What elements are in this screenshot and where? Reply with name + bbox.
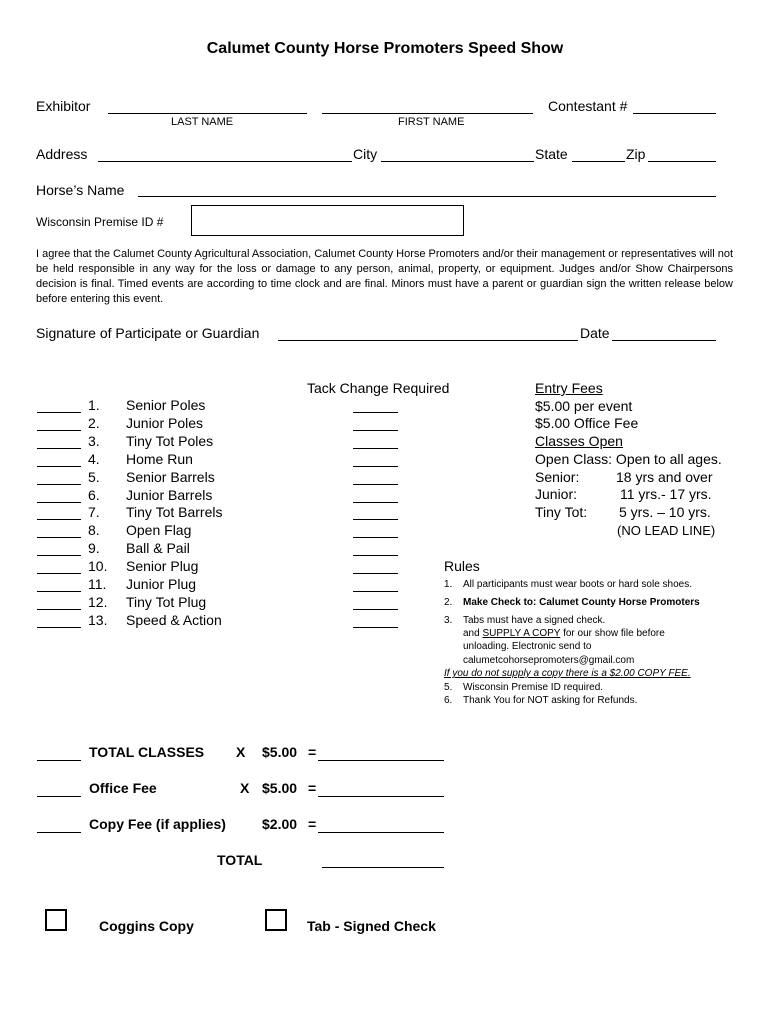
tack-change-blank[interactable] [353, 555, 398, 556]
class-name: Open Flag [126, 522, 192, 539]
tack-change-blank[interactable] [353, 502, 398, 503]
address-label: Address [36, 146, 88, 162]
office-fee-amount-field[interactable] [318, 796, 444, 797]
class-entry-blank[interactable] [37, 627, 81, 628]
form-title: Calumet County Horse Promoters Speed Show [206, 40, 564, 57]
class-number: 7. [88, 504, 100, 521]
copy-fee-amount-field[interactable] [318, 832, 444, 833]
total-classes-count-field[interactable] [37, 760, 81, 761]
class-entry-blank[interactable] [37, 502, 81, 503]
class-number: 3. [88, 432, 100, 449]
rule-6: Thank You for NOT asking for Refunds. [463, 695, 638, 706]
first-name-caption: FIRST NAME [398, 116, 465, 128]
class-name: Home Run [126, 450, 193, 467]
coggins-copy-label: Coggins Copy [99, 918, 194, 934]
class-name: Tiny Tot Barrels [126, 504, 223, 521]
tack-change-blank[interactable] [353, 609, 398, 610]
tack-change-header: Tack Change Required [307, 380, 450, 396]
city-field[interactable] [381, 161, 534, 162]
class-name: Tiny Tot Plug [126, 593, 207, 610]
class-number: 1. [88, 397, 100, 413]
contestant-number-field[interactable] [633, 113, 716, 114]
rule-5: Wisconsin Premise ID required. [463, 682, 604, 693]
exhibitor-label: Exhibitor [36, 98, 91, 114]
city-label: City [353, 146, 378, 162]
rule-1-number: 1. [444, 579, 453, 590]
rule-6-number: 6. [444, 695, 453, 706]
copy-fee-price: $2.00 [262, 816, 298, 832]
rule-1: All participants must wear boots or hard sole shoes. [463, 579, 692, 590]
class-number: 9. [88, 540, 100, 557]
tinytot-age-value: 5 yrs. – 10 yrs. [619, 504, 711, 520]
rule-2-number: 2. [444, 597, 453, 608]
liability-agreement: I agree that the Calumet County Agricultural Association, Calumet County Horse Promoters and/or their management or representatives will not be held responsible in any way for the loss or damage to any person, animal, property, or equipment. Judges and/or Show Chairpersons decision is final. Timed events are according to time clock and are final. Minors must have a parent or guardian sign the written release below before entering this event. [36, 248, 734, 305]
class-name: Senior Barrels [126, 468, 215, 485]
tab-signed-check-label: Tab - Signed Check [307, 918, 436, 934]
horse-name-label: Horse’s Name [36, 182, 125, 198]
tab-signed-check-checkbox[interactable] [265, 909, 287, 931]
equals-sign-3: = [308, 816, 317, 832]
class-entry-blank[interactable] [37, 537, 81, 538]
class-name: Junior Plug [126, 576, 197, 592]
equals-sign-2: = [308, 780, 317, 796]
class-number: 5. [88, 468, 100, 485]
class-number: 10. [88, 558, 108, 575]
date-field[interactable] [612, 340, 716, 341]
class-name: Senior Plug [126, 558, 199, 575]
grand-total-field[interactable] [322, 867, 444, 868]
class-entry-blank[interactable] [37, 591, 81, 592]
contestant-label: Contestant # [548, 98, 628, 114]
copy-fee-warning: If you do not supply a copy there is a $2.00 COPY FEE. [444, 668, 691, 679]
tack-change-blank[interactable] [353, 537, 398, 538]
class-number: 6. [88, 486, 100, 503]
tack-change-blank[interactable] [353, 430, 398, 431]
class-name: Junior Poles [126, 414, 204, 431]
copy-fee-count-field[interactable] [37, 832, 81, 833]
class-number: 12. [88, 593, 108, 610]
tinytot-age-label: Tiny Tot: [535, 504, 588, 520]
tack-change-blank[interactable] [353, 573, 398, 574]
class-name: Ball & Pail [126, 540, 190, 557]
horse-name-field[interactable] [138, 196, 716, 197]
office-fee-label: Office Fee [89, 780, 157, 796]
tack-change-blank[interactable] [353, 627, 398, 628]
class-entry-blank[interactable] [37, 609, 81, 610]
classes-open-header: Classes Open [535, 433, 623, 449]
class-name: Tiny Tot Poles [126, 432, 214, 449]
last-name-caption: LAST NAME [171, 116, 234, 128]
rule-3-line-2-post: for our show file before [560, 628, 665, 639]
open-class-text: Open Class: Open to all ages. [535, 451, 722, 467]
times-sign-1: X [236, 744, 246, 760]
tack-change-blank[interactable] [353, 448, 398, 449]
zip-label: Zip [626, 146, 646, 162]
class-entry-blank[interactable] [37, 555, 81, 556]
tack-change-blank[interactable] [353, 466, 398, 467]
address-field[interactable] [98, 161, 352, 162]
class-entry-blank[interactable] [37, 448, 81, 449]
junior-age-value: 11 yrs.- 17 yrs. [620, 486, 712, 502]
total-classes-amount-field[interactable] [318, 760, 444, 761]
office-fee-count-field[interactable] [37, 796, 81, 797]
class-name: Senior Poles [126, 397, 206, 413]
rule-3-number: 3. [444, 615, 453, 626]
class-entry-blank[interactable] [37, 519, 81, 520]
state-label: State [535, 146, 568, 162]
equals-sign-1: = [308, 744, 317, 760]
rule-3-supply-copy: SUPPLY A COPY [482, 628, 561, 639]
signature-label: Signature of Participate or Guardian [36, 325, 260, 341]
tack-change-blank[interactable] [353, 484, 398, 485]
rule-3-line-3: unloading. Electronic send to [463, 641, 592, 652]
class-number: 11. [88, 576, 107, 592]
office-fee-price: $5.00 [262, 780, 298, 796]
class-entry-blank[interactable] [37, 412, 81, 413]
class-number: 4. [88, 450, 100, 467]
grand-total-label: TOTAL [217, 852, 263, 868]
class-entry-blank[interactable] [37, 573, 81, 574]
rule-5-number: 5. [444, 682, 453, 693]
class-price: $5.00 [262, 744, 298, 760]
signature-field[interactable] [278, 340, 578, 341]
rule-3-line-1: Tabs must have a signed check. [463, 615, 606, 626]
class-number: 2. [88, 414, 100, 431]
tack-change-blank[interactable] [353, 591, 398, 592]
zip-field[interactable] [648, 161, 716, 162]
senior-age-label: Senior: [535, 469, 580, 485]
premise-id-input[interactable] [191, 205, 464, 236]
class-entry-blank[interactable] [37, 466, 81, 467]
rules-header: Rules [444, 558, 480, 574]
rule-2: Make Check to: Calumet County Horse Promoters [463, 597, 700, 608]
tack-change-blank[interactable] [353, 519, 398, 520]
copy-fee-label: Copy Fee (if applies) [89, 816, 226, 832]
class-name: Speed & Action [126, 611, 222, 628]
rule-3-line-2 [463, 628, 665, 639]
senior-age-value: 18 yrs and over [616, 469, 713, 485]
rule-3-email: calumetcohorsepromoters@gmail.com [463, 655, 635, 666]
premise-id-label: Wisconsin Premise ID # [36, 215, 164, 229]
date-label: Date [580, 325, 610, 341]
rule-3-line-2-pre: and [463, 628, 483, 639]
entry-fees-header: Entry Fees [535, 380, 603, 396]
office-fee-amount: $5.00 Office Fee [535, 415, 639, 431]
first-name-field[interactable] [322, 113, 533, 114]
coggins-copy-checkbox[interactable] [45, 909, 67, 931]
last-name-field[interactable] [108, 113, 307, 114]
entry-fee-amount: $5.00 per event [535, 398, 633, 414]
total-classes-label: TOTAL CLASSES [89, 744, 205, 760]
class-name: Junior Barrels [126, 486, 213, 503]
class-number: 8. [88, 522, 100, 539]
tack-change-blank[interactable] [353, 412, 398, 413]
class-number: 13. [88, 611, 108, 628]
no-lead-line-note: (NO LEAD LINE) [617, 523, 716, 538]
state-field[interactable] [572, 161, 625, 162]
class-entry-blank[interactable] [37, 484, 81, 485]
times-sign-2: X [240, 780, 250, 796]
junior-age-label: Junior: [535, 486, 578, 502]
class-entry-blank[interactable] [37, 430, 81, 431]
